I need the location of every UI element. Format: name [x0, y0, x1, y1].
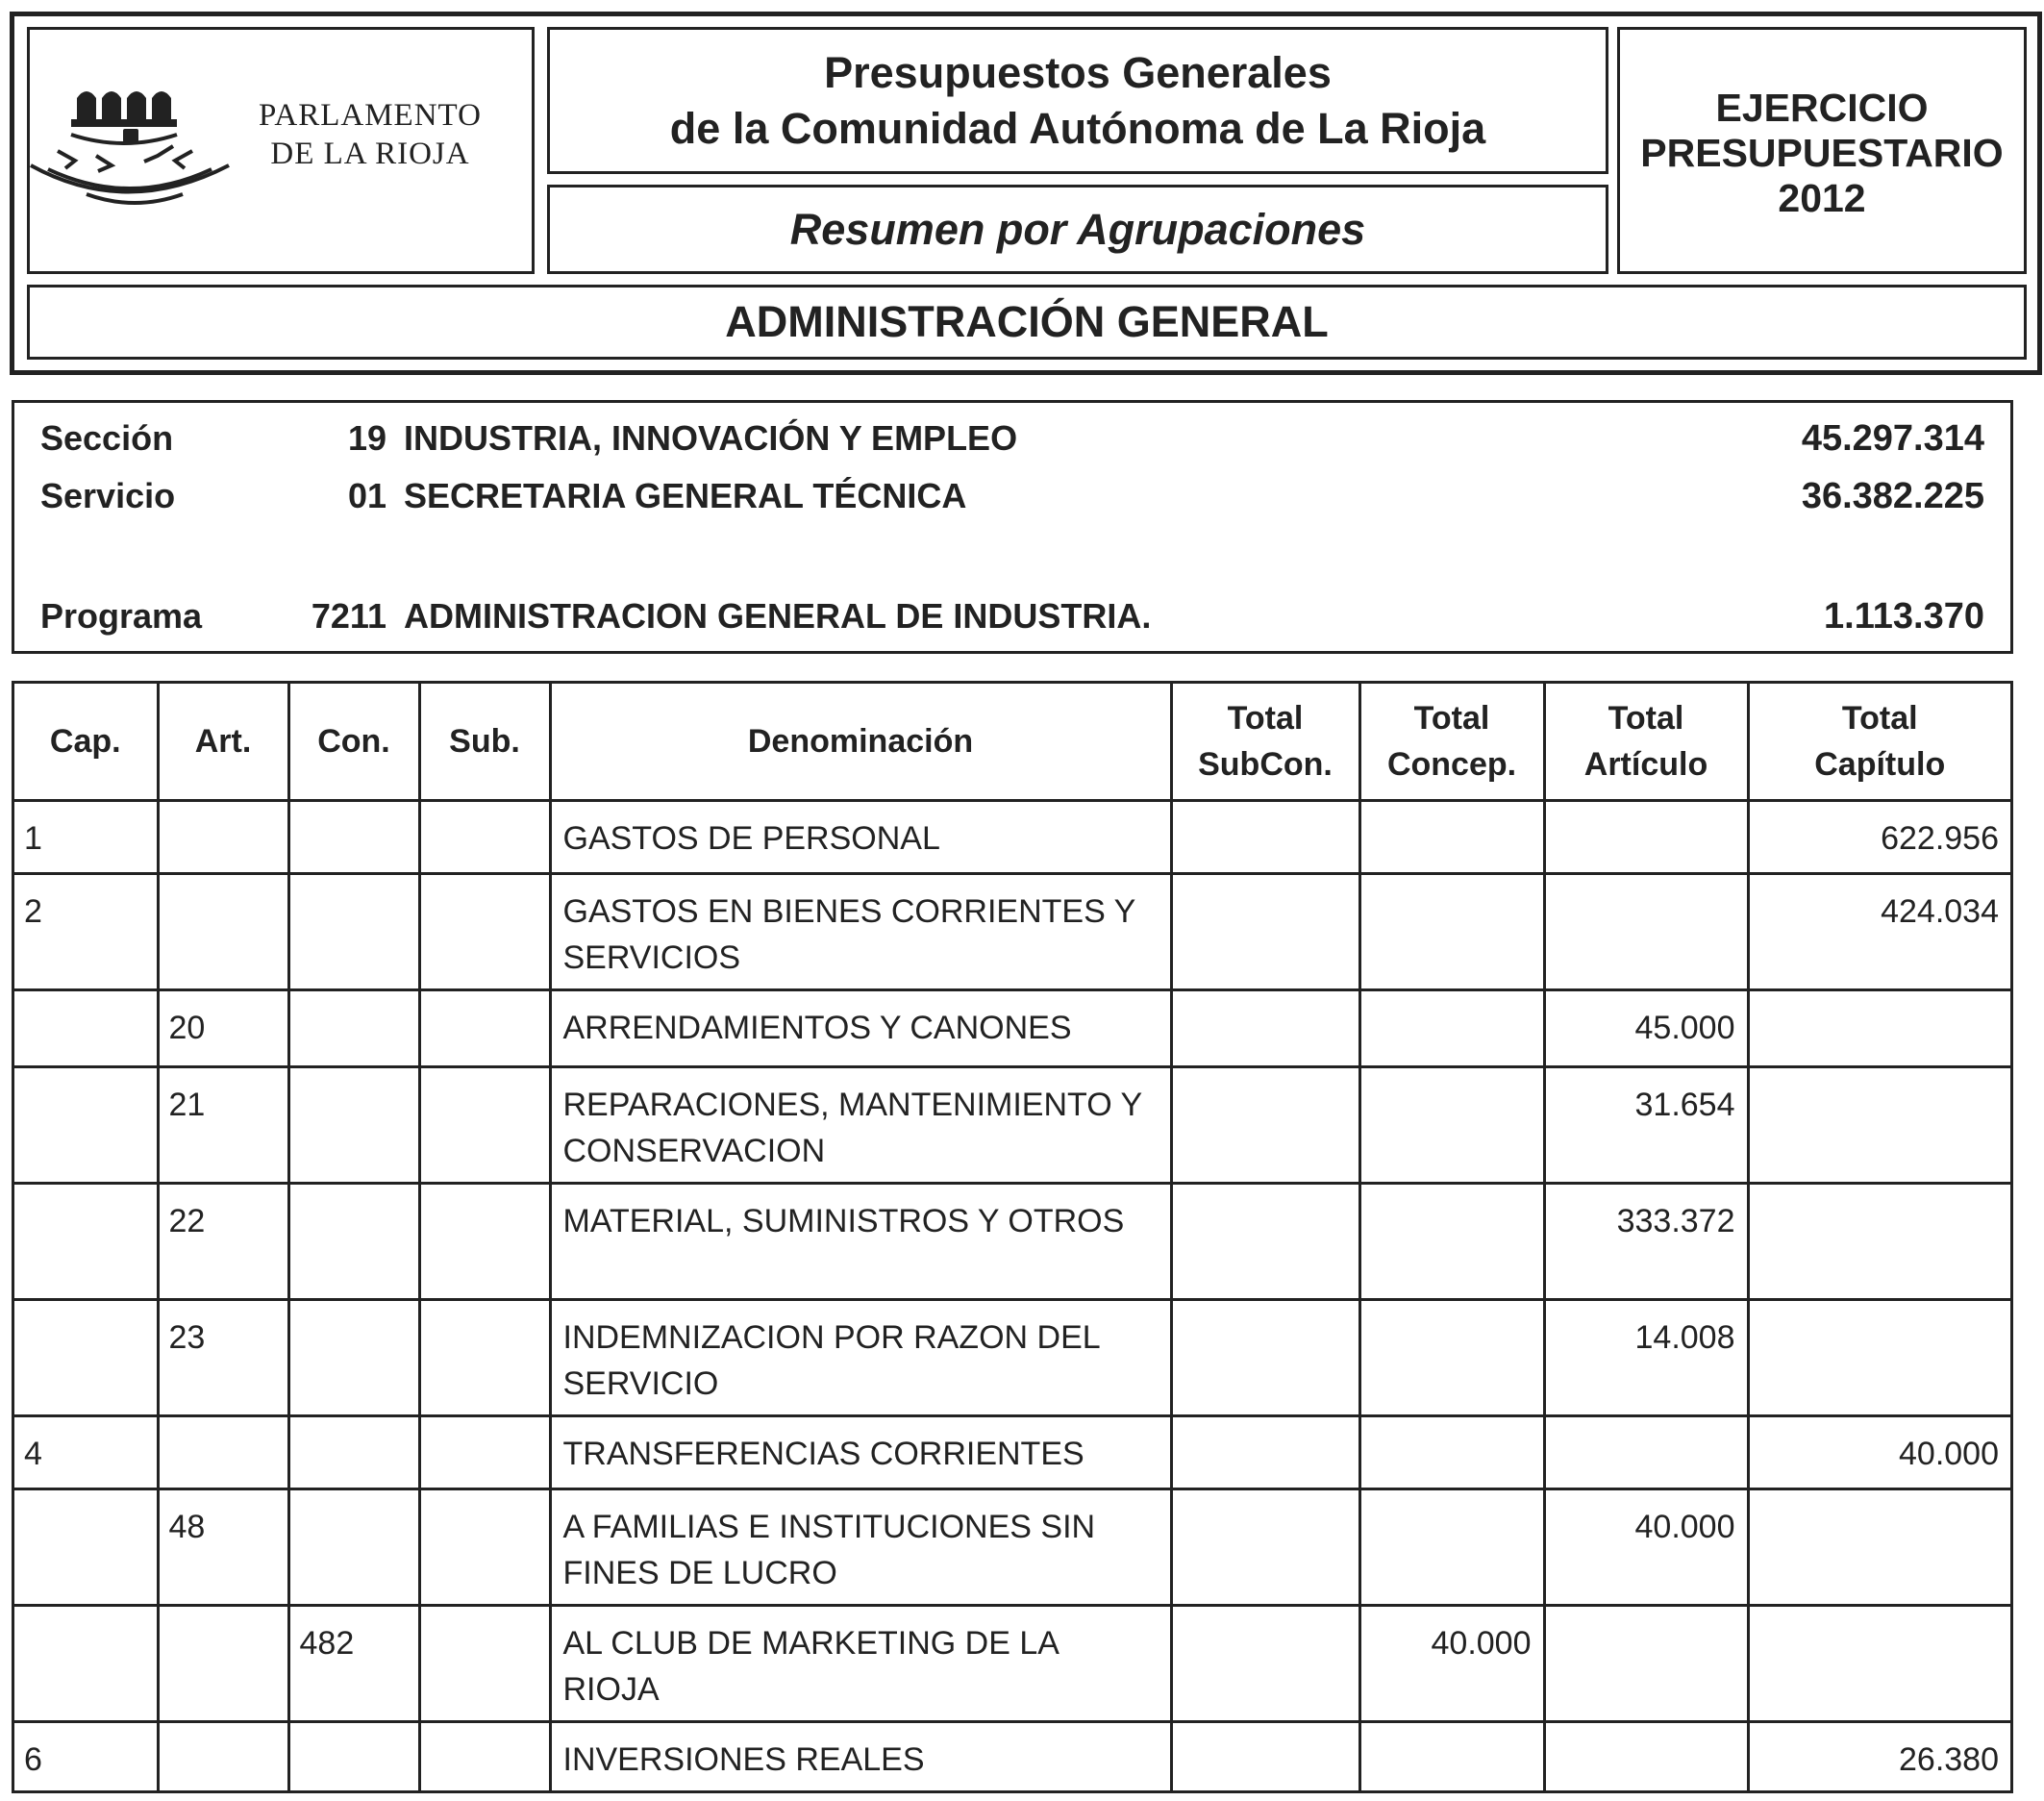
table-row — [14, 1488, 2010, 1605]
table-row — [14, 800, 2010, 873]
cell-total-capitulo — [1748, 989, 2010, 1066]
programa-label: Programa — [40, 596, 203, 636]
cell-total-concep — [1359, 1415, 1544, 1488]
logo-line-1: PARLAMENTO — [259, 98, 482, 133]
cell-con — [288, 1183, 419, 1299]
col-header-sub: Sub. — [419, 684, 550, 800]
cell-total-subcon — [1171, 1721, 1359, 1791]
cell-sub — [419, 1488, 550, 1605]
col-header-denominacion: Denominación — [550, 684, 1171, 800]
col-header-total-capitulo-2: Capítulo — [1814, 745, 1946, 783]
col-header-total-articulo-2: Artículo — [1583, 745, 1708, 783]
cell-total-capitulo: 40.000 — [1748, 1415, 2010, 1488]
cell-denominacion: GASTOS DE PERSONAL — [550, 800, 1171, 873]
cell-total-subcon — [1171, 800, 1359, 873]
cell-con — [288, 800, 419, 873]
area-panel — [27, 285, 2027, 360]
cell-total-concep: 40.000 — [1359, 1605, 1544, 1721]
col-header-total-subcon — [1171, 684, 1359, 800]
cell-total-articulo — [1544, 873, 1748, 989]
programa-code: 7211 — [311, 596, 386, 636]
cell-sub — [419, 1415, 550, 1488]
cell-con — [288, 1066, 419, 1183]
cell-total-articulo — [1544, 1721, 1748, 1791]
seccion-code: 19 — [347, 418, 386, 458]
cell-total-capitulo: 622.956 — [1748, 800, 2010, 873]
cell-total-subcon — [1171, 873, 1359, 989]
cell-cap — [14, 1183, 158, 1299]
cell-total-concep — [1359, 1721, 1544, 1791]
table-row — [14, 1721, 2010, 1791]
cell-sub — [419, 873, 550, 989]
cell-art: 23 — [158, 1299, 288, 1415]
servicio-amount: 36.382.225 — [1801, 476, 1984, 516]
cell-total-subcon — [1171, 1299, 1359, 1415]
cell-total-articulo: 45.000 — [1544, 989, 1748, 1066]
cell-total-capitulo: 424.034 — [1748, 873, 2010, 989]
cell-denominacion: MATERIAL, SUMINISTROS Y OTROS — [550, 1183, 1171, 1299]
cell-total-articulo: 333.372 — [1544, 1183, 1748, 1299]
col-header-art: Art. — [158, 684, 288, 800]
cell-con — [288, 1299, 419, 1415]
cell-total-concep — [1359, 873, 1544, 989]
cell-denominacion: INDEMNIZACION POR RAZON DEL SERVICIO — [550, 1299, 1171, 1415]
cell-total-capitulo — [1748, 1605, 2010, 1721]
table-row — [14, 1605, 2010, 1721]
cell-total-capitulo — [1748, 1299, 2010, 1415]
cell-total-articulo — [1544, 1415, 1748, 1488]
cell-cap: 6 — [14, 1721, 158, 1791]
programa-name: ADMINISTRACION GENERAL DE INDUSTRIA. — [404, 596, 1152, 636]
servicio-label: Servicio — [40, 476, 176, 515]
cell-con — [288, 989, 419, 1066]
budget-table — [14, 684, 2010, 1791]
col-header-total-articulo — [1544, 684, 1748, 800]
seccion-row — [12, 413, 2013, 463]
cell-total-concep — [1359, 989, 1544, 1066]
table-row — [14, 1183, 2010, 1299]
table-row — [14, 1415, 2010, 1488]
fiscal-year-panel — [1617, 27, 2027, 274]
cell-cap — [14, 1066, 158, 1183]
col-header-total-concep-2: Concep. — [1386, 745, 1517, 783]
programa-amount: 1.113.370 — [1824, 596, 1984, 637]
table-row — [14, 873, 2010, 989]
cell-total-concep — [1359, 800, 1544, 873]
seccion-amount: 45.297.314 — [1801, 418, 1984, 459]
table-row — [14, 1066, 2010, 1183]
col-header-total-concep — [1359, 684, 1544, 800]
cell-cap: 1 — [14, 800, 158, 873]
cell-total-subcon — [1171, 1488, 1359, 1605]
cell-denominacion: A FAMILIAS E INSTITUCIONES SIN FINES DE LUCRO — [550, 1488, 1171, 1605]
cell-denominacion: ARRENDAMIENTOS Y CANONES — [550, 989, 1171, 1066]
col-header-total-subcon-1: Total — [1227, 699, 1304, 737]
cell-art: 20 — [158, 989, 288, 1066]
cell-art: 21 — [158, 1066, 288, 1183]
cell-cap — [14, 1299, 158, 1415]
cell-con — [288, 873, 419, 989]
cell-sub — [419, 989, 550, 1066]
servicio-name: SECRETARIA GENERAL TÉCNICA — [404, 476, 967, 515]
cell-cap — [14, 1488, 158, 1605]
table-row — [14, 1299, 2010, 1415]
cell-sub — [419, 800, 550, 873]
logo-text — [236, 96, 505, 173]
cell-cap: 4 — [14, 1415, 158, 1488]
cell-total-articulo: 14.008 — [1544, 1299, 1748, 1415]
col-header-con: Con. — [288, 684, 419, 800]
cell-cap — [14, 989, 158, 1066]
cell-con: 482 — [288, 1605, 419, 1721]
parliament-logo-icon — [29, 69, 231, 213]
cell-total-capitulo — [1748, 1183, 2010, 1299]
cell-total-capitulo — [1748, 1488, 2010, 1605]
cell-art — [158, 1605, 288, 1721]
cell-total-subcon — [1171, 1415, 1359, 1488]
cell-denominacion: TRANSFERENCIAS CORRIENTES — [550, 1415, 1171, 1488]
table-row — [14, 989, 2010, 1066]
year-line-1: EJERCICIO — [1715, 86, 1929, 130]
cell-total-subcon — [1171, 1605, 1359, 1721]
cell-denominacion: REPARACIONES, MANTENIMIENTO Y CONSERVACION — [550, 1066, 1171, 1183]
cell-cap — [14, 1605, 158, 1721]
cell-denominacion: GASTOS EN BIENES CORRIENTES Y SERVICIOS — [550, 873, 1171, 989]
col-header-total-capitulo-1: Total — [1841, 699, 1918, 737]
cell-sub — [419, 1183, 550, 1299]
subtitle: Resumen por Agrupaciones — [789, 205, 1366, 254]
area-title: ADMINISTRACIÓN GENERAL — [725, 297, 1329, 346]
cell-total-subcon — [1171, 989, 1359, 1066]
cell-total-concep — [1359, 1488, 1544, 1605]
seccion-name: INDUSTRIA, INNOVACIÓN Y EMPLEO — [404, 418, 1018, 458]
cell-total-capitulo: 26.380 — [1748, 1721, 2010, 1791]
cell-total-articulo: 40.000 — [1544, 1488, 1748, 1605]
col-header-total-articulo-1: Total — [1608, 699, 1684, 737]
col-header-total-subcon-2: SubCon. — [1198, 745, 1333, 783]
cell-denominacion: AL CLUB DE MARKETING DE LA RIOJA — [550, 1605, 1171, 1721]
servicio-row — [12, 471, 2013, 521]
cell-art — [158, 800, 288, 873]
cell-total-subcon — [1171, 1066, 1359, 1183]
year-line-2: PRESUPUESTARIO — [1640, 131, 2004, 175]
cell-total-concep — [1359, 1183, 1544, 1299]
cell-art — [158, 873, 288, 989]
cell-con — [288, 1488, 419, 1605]
cell-sub — [419, 1066, 550, 1183]
cell-art: 22 — [158, 1183, 288, 1299]
cell-art — [158, 1721, 288, 1791]
title-line-2: de la Comunidad Autónoma de La Rioja — [669, 104, 1486, 153]
cell-con — [288, 1415, 419, 1488]
title-panel — [547, 27, 1608, 174]
subtitle-panel — [547, 185, 1608, 274]
cell-sub — [419, 1721, 550, 1791]
cell-sub — [419, 1605, 550, 1721]
title-line-1: Presupuestos Generales — [824, 48, 1332, 97]
col-header-total-concep-1: Total — [1413, 699, 1490, 737]
fiscal-year: 2012 — [1778, 176, 1866, 220]
logo-line-2: DE LA RIOJA — [270, 137, 470, 171]
cell-total-concep — [1359, 1299, 1544, 1415]
cell-art: 48 — [158, 1488, 288, 1605]
programa-row — [12, 591, 2013, 641]
cell-total-articulo — [1544, 1605, 1748, 1721]
cell-total-articulo: 31.654 — [1544, 1066, 1748, 1183]
cell-con — [288, 1721, 419, 1791]
cell-cap: 2 — [14, 873, 158, 989]
seccion-label: Sección — [40, 418, 174, 458]
cell-art — [158, 1415, 288, 1488]
table-header-row — [14, 684, 2010, 800]
servicio-code: 01 — [347, 476, 386, 515]
cell-total-concep — [1359, 1066, 1544, 1183]
budget-table-frame — [12, 681, 2013, 1793]
cell-total-articulo — [1544, 800, 1748, 873]
cell-total-subcon — [1171, 1183, 1359, 1299]
col-header-total-capitulo — [1748, 684, 2010, 800]
cell-sub — [419, 1299, 550, 1415]
col-header-cap: Cap. — [14, 684, 158, 800]
cell-denominacion: INVERSIONES REALES — [550, 1721, 1171, 1791]
cell-total-capitulo — [1748, 1066, 2010, 1183]
